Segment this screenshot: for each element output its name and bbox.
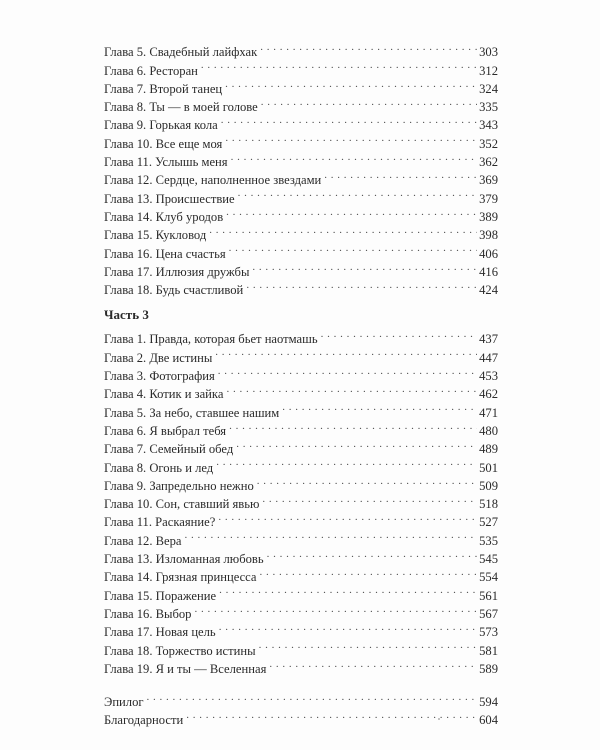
entry-title: Глава 14. Грязная принцесса	[104, 570, 257, 585]
dot-leader	[201, 56, 477, 74]
dot-leader	[221, 111, 477, 129]
entry-title: Глава 1. Правда, которая бьет наотмашь	[104, 332, 318, 347]
page-number: 424	[479, 283, 498, 298]
dot-leader	[186, 706, 477, 724]
dot-leader	[219, 618, 477, 636]
toc-entry	[104, 688, 498, 710]
part-2-chapter-list	[104, 38, 498, 298]
entry-title: Глава 18. Будь счастливой	[104, 283, 244, 298]
page-number: 545	[479, 552, 498, 567]
page-number: 480	[479, 423, 498, 438]
dot-leader	[260, 38, 477, 56]
toc-entry	[104, 38, 498, 60]
entry-title: Глава 19. Я и ты — Вселенная	[104, 661, 267, 676]
page-number: 343	[479, 118, 498, 133]
entry-title: Глава 17. Новая цель	[104, 625, 216, 640]
entry-title: Глава 13. Происшествие	[104, 191, 235, 206]
entry-title: Глава 18. Торжество истины	[104, 643, 256, 658]
scan-speck	[438, 718, 440, 720]
toc-entry	[104, 706, 498, 728]
entry-title: Глава 6. Я выбрал тебя	[104, 423, 227, 438]
page-number: 398	[479, 228, 498, 243]
entry-title: Глава 7. Второй танец	[104, 81, 223, 96]
page-number: 527	[479, 515, 498, 530]
toc-entry	[104, 325, 498, 347]
dot-leader	[226, 203, 477, 221]
entry-title: Глава 11. Услышь меня	[104, 155, 228, 170]
dot-leader	[194, 600, 477, 618]
entry-title: Глава 6. Ресторан	[104, 63, 198, 78]
part-3-heading: Часть 3	[104, 307, 149, 323]
dot-leader	[262, 490, 477, 508]
page-number: 594	[479, 695, 498, 710]
dot-leader	[218, 362, 477, 380]
page-number: 554	[479, 570, 498, 585]
dot-leader	[269, 655, 477, 673]
page-number: 312	[479, 63, 498, 78]
table-of-contents	[104, 38, 498, 728]
entry-title: Глава 11. Раскаяние?	[104, 515, 216, 530]
entry-title: Глава 2. Две истины	[104, 350, 213, 365]
dot-leader	[257, 472, 477, 490]
entry-title: Глава 14. Клуб уродов	[104, 209, 224, 224]
dot-leader	[231, 148, 478, 166]
page-number: 604	[479, 713, 498, 728]
entry-title: Глава 16. Цена счастья	[104, 246, 226, 261]
page-number: 501	[479, 460, 498, 475]
entry-title: Глава 17. Иллюзия дружбы	[104, 264, 250, 279]
entry-title: Глава 13. Изломанная любовь	[104, 552, 264, 567]
entry-title: Глава 8. Огонь и лед	[104, 460, 214, 475]
dot-leader	[261, 93, 477, 111]
dot-leader	[215, 343, 477, 361]
page-number: 447	[479, 350, 498, 365]
page-number: 518	[479, 497, 498, 512]
entry-title: Глава 15. Поражение	[104, 588, 217, 603]
page-number: 471	[479, 405, 498, 420]
dot-leader	[252, 258, 477, 276]
page-number: 303	[479, 45, 498, 60]
entry-title: Глава 4. Котик и зайка	[104, 387, 224, 402]
dot-leader	[246, 276, 477, 294]
dot-leader	[219, 581, 477, 599]
dot-leader	[260, 563, 478, 581]
entry-title: Благодарности	[104, 713, 184, 728]
page-number: 335	[479, 100, 498, 115]
dot-leader	[216, 453, 477, 471]
entry-title: Глава 12. Сердце, наполненное звездами	[104, 173, 322, 188]
entry-title: Эпилог	[104, 695, 144, 710]
dot-leader	[225, 75, 477, 93]
dot-leader	[321, 325, 478, 343]
part-3-chapter-list	[104, 325, 498, 676]
entry-title: Глава 9. Запредельно нежно	[104, 478, 254, 493]
page-number: 561	[479, 588, 498, 603]
page-number: 462	[479, 387, 498, 402]
entry-title: Глава 10. Сон, ставший явью	[104, 497, 260, 512]
entry-title: Глава 7. Семейный обед	[104, 442, 234, 457]
dot-leader	[236, 435, 477, 453]
dot-leader	[229, 417, 477, 435]
entry-title: Глава 10. Все еще моя	[104, 136, 223, 151]
entry-title: Глава 5. За небо, ставшее нашим	[104, 405, 280, 420]
page-number: 369	[479, 173, 498, 188]
dot-leader	[238, 184, 478, 202]
page-number: 406	[479, 246, 498, 261]
page-number: 379	[479, 191, 498, 206]
page-number: 389	[479, 209, 498, 224]
page-number: 324	[479, 81, 498, 96]
dot-leader	[259, 636, 478, 654]
entry-title: Глава 9. Горькая кола	[104, 118, 218, 133]
entry-title: Глава 12. Вера	[104, 533, 182, 548]
entry-title: Глава 8. Ты — в моей голове	[104, 100, 258, 115]
page-number: 567	[479, 606, 498, 621]
page-number: 362	[479, 155, 498, 170]
dot-leader	[267, 545, 478, 563]
dot-leader	[282, 398, 477, 416]
page-number: 416	[479, 264, 498, 279]
entry-title: Глава 16. Выбор	[104, 606, 192, 621]
dot-leader	[147, 688, 478, 706]
entry-title: Глава 15. Кукловод	[104, 228, 207, 243]
dot-leader	[209, 221, 477, 239]
dot-leader	[225, 129, 477, 147]
dot-leader	[229, 239, 477, 257]
page-number: 352	[479, 136, 498, 151]
page-number: 437	[479, 332, 498, 347]
page-number: 535	[479, 533, 498, 548]
page-number: 581	[479, 643, 498, 658]
dot-leader	[185, 526, 478, 544]
dot-leader	[226, 380, 477, 398]
page-number: 573	[479, 625, 498, 640]
page-number: 453	[479, 369, 498, 384]
entry-title: Глава 3. Фотография	[104, 369, 215, 384]
page-number: 509	[479, 478, 498, 493]
page-number: 589	[479, 661, 498, 676]
entry-title: Глава 5. Свадебный лайфхак	[104, 45, 258, 60]
page-number: 489	[479, 442, 498, 457]
dot-leader	[324, 166, 477, 184]
dot-leader	[218, 508, 477, 526]
